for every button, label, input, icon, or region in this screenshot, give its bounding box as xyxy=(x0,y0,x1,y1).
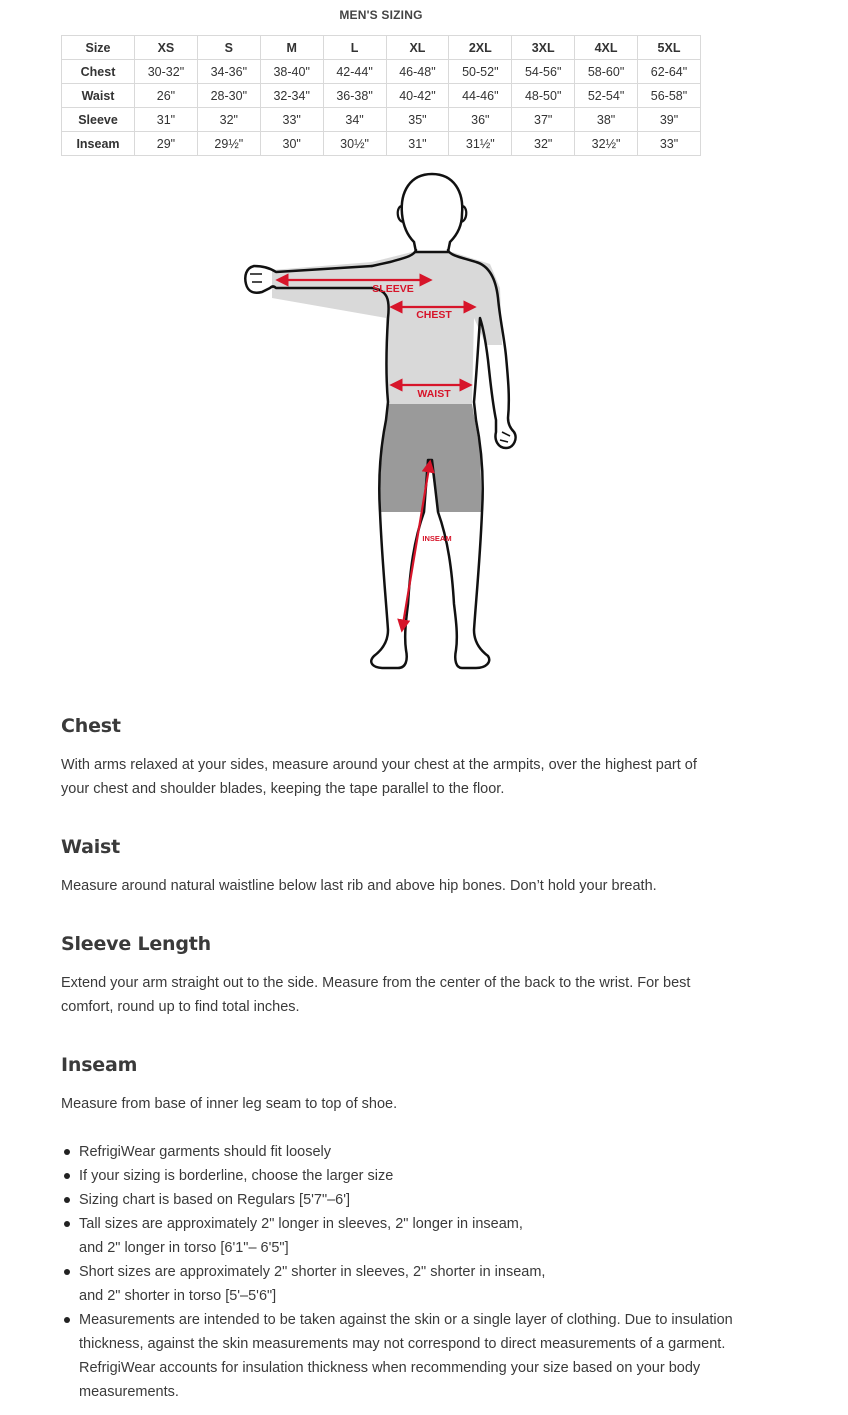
table-cell: 54-56" xyxy=(512,60,575,84)
page-title: MEN'S SIZING xyxy=(339,8,423,22)
chest-heading: Chest xyxy=(61,715,121,737)
row-label: Waist xyxy=(62,84,135,108)
table-cell: 35" xyxy=(386,108,449,132)
table-header-cell: 4XL xyxy=(575,36,638,60)
table-cell: 44-46" xyxy=(449,84,512,108)
table-row-sleeve xyxy=(62,108,701,132)
body-measurement-figure xyxy=(240,165,530,675)
table-cell: 39" xyxy=(638,108,701,132)
list-item: Short sizes are approximately 2" shorter in sleeves, 2" shorter in inseam, and 2" shorter in torso [5'–5'6"] xyxy=(79,1260,739,1308)
table-cell: 32" xyxy=(197,108,260,132)
table-cell: 38" xyxy=(575,108,638,132)
table-cell: 62-64" xyxy=(638,60,701,84)
table-cell: 58-60" xyxy=(575,60,638,84)
table-cell: 38-40" xyxy=(260,60,323,84)
inseam-heading: Inseam xyxy=(61,1054,138,1076)
row-label: Chest xyxy=(62,60,135,84)
table-cell: 32" xyxy=(512,132,575,156)
bullet-icon xyxy=(64,1221,70,1227)
bullet-icon xyxy=(64,1173,70,1179)
table-cell: 36" xyxy=(449,108,512,132)
table-cell: 29½" xyxy=(197,132,260,156)
table-cell: 30-32" xyxy=(135,60,198,84)
table-row-waist xyxy=(62,84,701,108)
table-row-inseam xyxy=(62,132,701,156)
table-cell: 26" xyxy=(135,84,198,108)
table-cell: 48-50" xyxy=(512,84,575,108)
table-header-cell: L xyxy=(323,36,386,60)
table-header-row xyxy=(62,36,701,60)
table-cell: 32-34" xyxy=(260,84,323,108)
table-header-cell: 5XL xyxy=(638,36,701,60)
fit-notes-list xyxy=(61,1140,739,1404)
table-header-cell: 2XL xyxy=(449,36,512,60)
table-cell: 34" xyxy=(323,108,386,132)
table-cell: 36-38" xyxy=(323,84,386,108)
waist-label: WAIST xyxy=(417,388,451,400)
table-cell: 50-52" xyxy=(449,60,512,84)
sleeve-label: SLEEVE xyxy=(372,283,414,295)
table-cell: 30½" xyxy=(323,132,386,156)
shorts-shape xyxy=(380,404,482,512)
list-item: Tall sizes are approximately 2" longer in sleeves, 2" longer in inseam, and 2" longer in torso [6'1"– 6'5"] xyxy=(79,1212,739,1260)
size-chart-table xyxy=(61,35,701,156)
table-cell: 32½" xyxy=(575,132,638,156)
table-header-cell: Size xyxy=(62,36,135,60)
table-header-cell: 3XL xyxy=(512,36,575,60)
row-label: Sleeve xyxy=(62,108,135,132)
table-header-cell: XS xyxy=(135,36,198,60)
waist-description: Measure around natural waistline below last rib and above hip bones. Don’t hold your breath. xyxy=(61,878,657,894)
head-outline xyxy=(402,174,463,252)
table-row-chest xyxy=(62,60,701,84)
list-item: RefrigiWear garments should fit loosely xyxy=(79,1140,739,1164)
table-header-cell: XL xyxy=(386,36,449,60)
inseam-description: Measure from base of inner leg seam to top of shoe. xyxy=(61,1096,398,1112)
sleeve-length-description: Extend your arm straight out to the side. Measure from the center of the back to the wrist. For best comfort, round up to find total inches. xyxy=(61,975,691,1015)
list-item: Sizing chart is based on Regulars [5'7"–6'] xyxy=(79,1188,739,1212)
table-cell: 30" xyxy=(260,132,323,156)
table-cell: 34-36" xyxy=(197,60,260,84)
table-cell: 42-44" xyxy=(323,60,386,84)
table-cell: 31½" xyxy=(449,132,512,156)
table-cell: 46-48" xyxy=(386,60,449,84)
table-cell: 52-54" xyxy=(575,84,638,108)
table-cell: 28-30" xyxy=(197,84,260,108)
table-cell: 31" xyxy=(386,132,449,156)
bullet-icon xyxy=(64,1197,70,1203)
bullet-icon xyxy=(64,1269,70,1275)
table-cell: 31" xyxy=(135,108,198,132)
chest-description: With arms relaxed at your sides, measure around your chest at the armpits, over the highest part of your chest and shoulder blades, keeping the tape parallel to the floor. xyxy=(61,757,697,797)
table-cell: 33" xyxy=(638,132,701,156)
sleeve-length-heading: Sleeve Length xyxy=(61,933,211,955)
table-cell: 33" xyxy=(260,108,323,132)
bullet-icon xyxy=(64,1149,70,1155)
table-cell: 37" xyxy=(512,108,575,132)
chest-label: CHEST xyxy=(416,309,452,321)
bullet-icon xyxy=(64,1317,70,1323)
list-item: Measurements are intended to be taken against the skin or a single layer of clothing. Due to insulation thickness, against the skin measurements may not correspond to direct measurements of a garment. RefrigiWear accounts for insulation thickness when recommending your size based on your body measurements. xyxy=(79,1308,739,1404)
list-item: If your sizing is borderline, choose the larger size xyxy=(79,1164,739,1188)
row-label: Inseam xyxy=(62,132,135,156)
waist-heading: Waist xyxy=(61,836,121,858)
table-cell: 40-42" xyxy=(386,84,449,108)
table-header-cell: M xyxy=(260,36,323,60)
table-cell: 29" xyxy=(135,132,198,156)
table-cell: 56-58" xyxy=(638,84,701,108)
table-header-cell: S xyxy=(197,36,260,60)
inseam-label: INSEAM xyxy=(422,534,452,543)
